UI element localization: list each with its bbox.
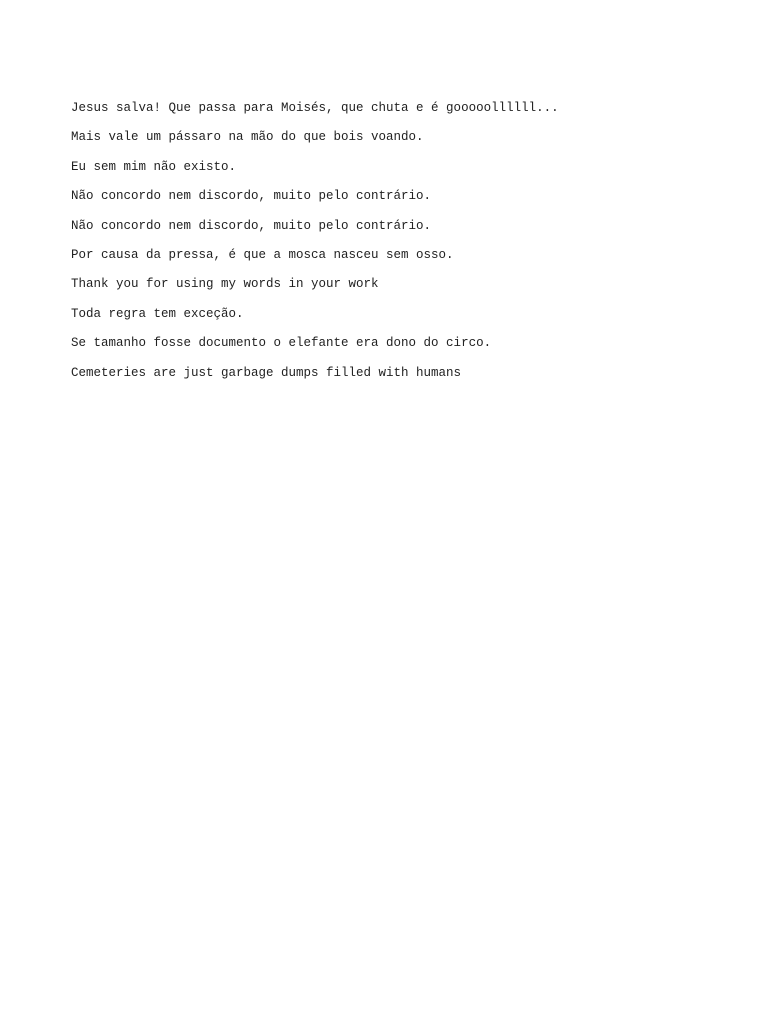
text-line: Toda regra tem exceção. (71, 306, 244, 321)
text-line: Cemeteries are just garbage dumps filled with humans (71, 365, 462, 380)
text-line: Jesus salva! Que passa para Moisés, que chuta e é gooooollllll... (71, 101, 559, 115)
text-line: Não concordo nem discordo, muito pelo contrário. (71, 189, 432, 204)
text-line: Eu sem mim não existo. (71, 159, 237, 174)
text-lines (71, 100, 559, 394)
text-line: Thank you for using my words in your work (71, 277, 379, 292)
text-line: Se tamanho fosse documento o elefante era dono do circo. (71, 336, 492, 351)
text-line: Mais vale um pássaro na mão do que bois voando. (71, 130, 424, 145)
text-line: Não concordo nem discordo, muito pelo contrário. (71, 218, 432, 233)
text-line: Por causa da pressa, é que a mosca nasceu sem osso. (71, 247, 454, 262)
